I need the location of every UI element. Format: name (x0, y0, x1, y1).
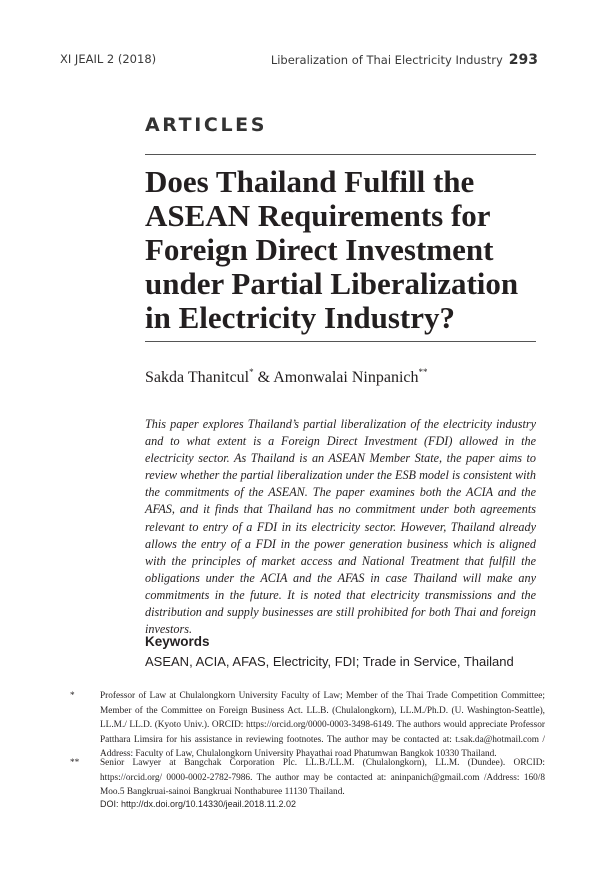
running-header-right (271, 52, 538, 68)
running-header-title: Liberalization of Thai Electricity Industry (270, 53, 503, 67)
abstract: This paper explores Thailand’s partial liberalization of the electricity industry and to what extent is a Foreign Direct Investment (FDI) allowed in the electricity sector. As Thailand is an ASEAN Member State, the paper aims to review whether the partial liberalization under the ESB model is consistent with the commitments of the ASEAN. The paper examines both the ACIA and the AFAS, and it finds that Thailand has no commitment under both agreements relevant to entry of a FDI in its electricity sector. However, Thailand already allows the entry of a FDI in the power generation business which is aligned with the principles of market access and National Treatment that fulfill the obligations under the ACIA and the AFAS in case Thailand will make any commitments in the future. It is noted that electricity transmissions and the distribution and supply businesses are still prohibited for both Thai and foreign investors. (145, 417, 536, 637)
footnote-marker[interactable]: * (249, 367, 254, 377)
author-name: Amonwalai Ninpanich (273, 369, 419, 386)
page-number: 293 (508, 52, 538, 68)
footnote (70, 689, 545, 762)
footnote-mark: * (70, 691, 75, 701)
keywords-list: ASEAN, ACIA, AFAS, Electricity, FDI; Trade in Service, Thailand (145, 654, 514, 669)
doi-link[interactable]: DOI: http://dx.doi.org/10.14330/jeail.2018.11.2.02 (100, 799, 296, 809)
footnote (70, 756, 545, 800)
running-header-journal: XI JEAIL 2 (2018) (60, 52, 157, 66)
footnote-marker[interactable]: ** (418, 367, 428, 377)
author-line (145, 367, 427, 387)
title-top-rule (145, 154, 536, 155)
author-separator: & (253, 369, 274, 386)
footnote-mark: ** (70, 758, 80, 768)
keywords-heading: Keywords (145, 634, 210, 649)
author-name: Sakda Thanitcul (145, 369, 250, 386)
footnote-text: Senior Lawyer at Bangchak Corporation Plc. LL.B./LL.M. (Chulalongkorn), LL.M. (Dundee). ORCID: https://orcid.org/ 0000-0002-2782-7986. The author may be contacted at: aninpanich@gmail.com /Address: 160/8 Moo.5 Bangkruai-sainoi Bangkruai Nonthaburee 11130 Thailand. (100, 758, 545, 797)
article-title: Does Thailand Fulfill the ASEAN Requirements for Foreign Direct Investment under Partial Liberalization in Electricity Industry? (145, 164, 519, 335)
section-label: ARTICLES (145, 114, 268, 136)
title-bottom-rule (145, 341, 536, 342)
footnote-text: Professor of Law at Chulalongkorn University Faculty of Law; Member of the Thai Trade Competition Committee; Member of the Committee on Foreign Business Act. LL.B. (Chulalongkorn), LL.M./Ph.D. (U. Washington-Seattle), LL.M./ LL.D. (Kyoto Univ.). ORCID: https://orcid.org/0000-0003-3498-6149. The authors would appreciate Professor Patthara Limsira for his assistance in reviewing footnotes. The author may be contacted at: t.sak.da@hotmail.com / Address: Faculty of Law, Chulalongkorn University Phayathai road Phatumwan Bangkok 10330 Thailand. (100, 691, 545, 759)
